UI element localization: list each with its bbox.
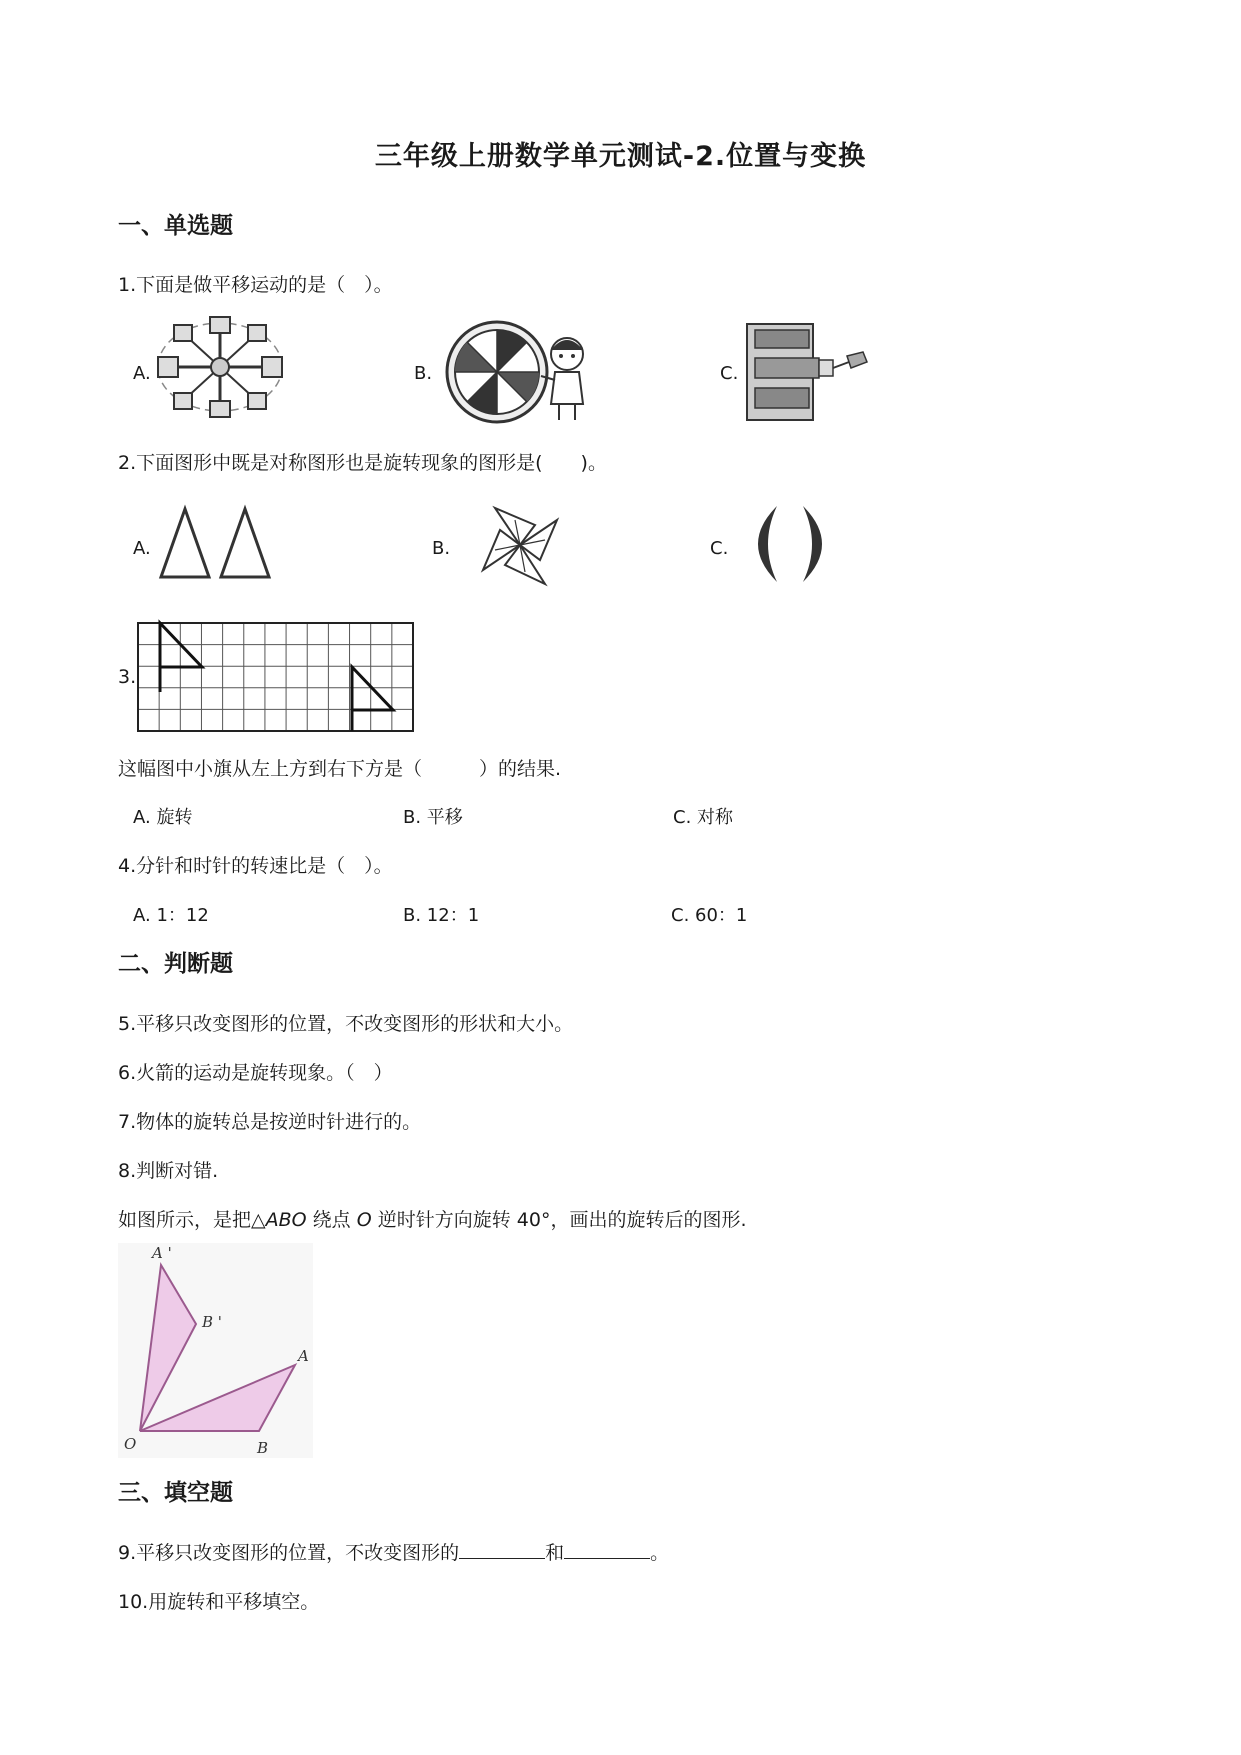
q2-option-b-label: B. bbox=[432, 538, 451, 559]
section-heading-fill-blank: 三、填空题 bbox=[118, 1480, 233, 1506]
question-2: 2.下面图形中既是对称图形也是旋转现象的图形是( )。 bbox=[118, 452, 607, 474]
drawer-cabinet-icon bbox=[745, 322, 875, 422]
page-title: 三年级上册数学单元测试-2.位置与变换 bbox=[374, 141, 867, 172]
label-b: B bbox=[257, 1439, 269, 1457]
question-8-description: 如图所示，是把△ABO 绕点 O 逆时针方向旋转 40°，画出的旋转后的图形. bbox=[118, 1209, 747, 1231]
question-6: 6.火箭的运动是旋转现象。（ ） bbox=[118, 1062, 393, 1084]
question-4: 4.分针和时针的转速比是（ ）。 bbox=[118, 855, 393, 877]
q2-option-c-label: C. bbox=[710, 538, 729, 559]
label-a-prime: A ' bbox=[152, 1244, 172, 1262]
question-8: 8.判断对错. bbox=[118, 1160, 219, 1182]
flag-bottom-right bbox=[352, 667, 393, 731]
question-10: 10.用旋转和平移填空。 bbox=[118, 1591, 320, 1613]
grid-flag-diagram bbox=[137, 622, 415, 734]
q1-option-b-label: B. bbox=[414, 363, 433, 384]
question-9: 9.平移只改变图形的位置，不改变图形的 和 。 bbox=[118, 1538, 669, 1565]
answer-blank-2[interactable] bbox=[564, 1538, 650, 1559]
q1-option-c-label: C. bbox=[720, 363, 739, 384]
question-1: 1.下面是做平移运动的是（ ）。 bbox=[118, 274, 393, 296]
question-3-text: 这幅图中小旗从左上方到右下方是（ ）的结果. bbox=[118, 758, 562, 780]
question-7: 7.物体的旋转总是按逆时针进行的。 bbox=[118, 1111, 422, 1133]
answer-blank-1[interactable] bbox=[459, 1538, 545, 1559]
q4-option-a: A. 1：12 bbox=[133, 905, 209, 926]
q3-option-b: B. 平移 bbox=[403, 807, 463, 828]
q3-option-a: A. 旋转 bbox=[133, 807, 193, 828]
question-5: 5.平移只改变图形的位置，不改变图形的形状和大小。 bbox=[118, 1013, 574, 1035]
pinwheel-icon bbox=[475, 500, 565, 590]
rotation-triangle-diagram bbox=[118, 1243, 318, 1463]
label-b-prime: B ' bbox=[202, 1313, 222, 1331]
label-o: O bbox=[124, 1435, 137, 1453]
q4-option-b: B. 12：1 bbox=[403, 905, 480, 926]
section-heading-single-choice: 一、单选题 bbox=[118, 213, 233, 239]
amusement-ride-icon bbox=[150, 315, 290, 420]
q3-option-c: C. 对称 bbox=[673, 807, 734, 828]
two-triangles-icon bbox=[158, 505, 288, 580]
section-heading-true-false: 二、判断题 bbox=[118, 951, 233, 977]
question-3-number: 3. bbox=[118, 666, 137, 688]
parentheses-shape-icon bbox=[745, 504, 835, 584]
q4-option-c: C. 60：1 bbox=[671, 905, 748, 926]
q1-option-a-label: A. bbox=[133, 363, 151, 384]
flag-top-left bbox=[160, 623, 202, 692]
q2-option-a-label: A. bbox=[133, 538, 151, 559]
spinning-wheel-girl-icon bbox=[445, 320, 595, 425]
label-a: A bbox=[298, 1347, 309, 1365]
